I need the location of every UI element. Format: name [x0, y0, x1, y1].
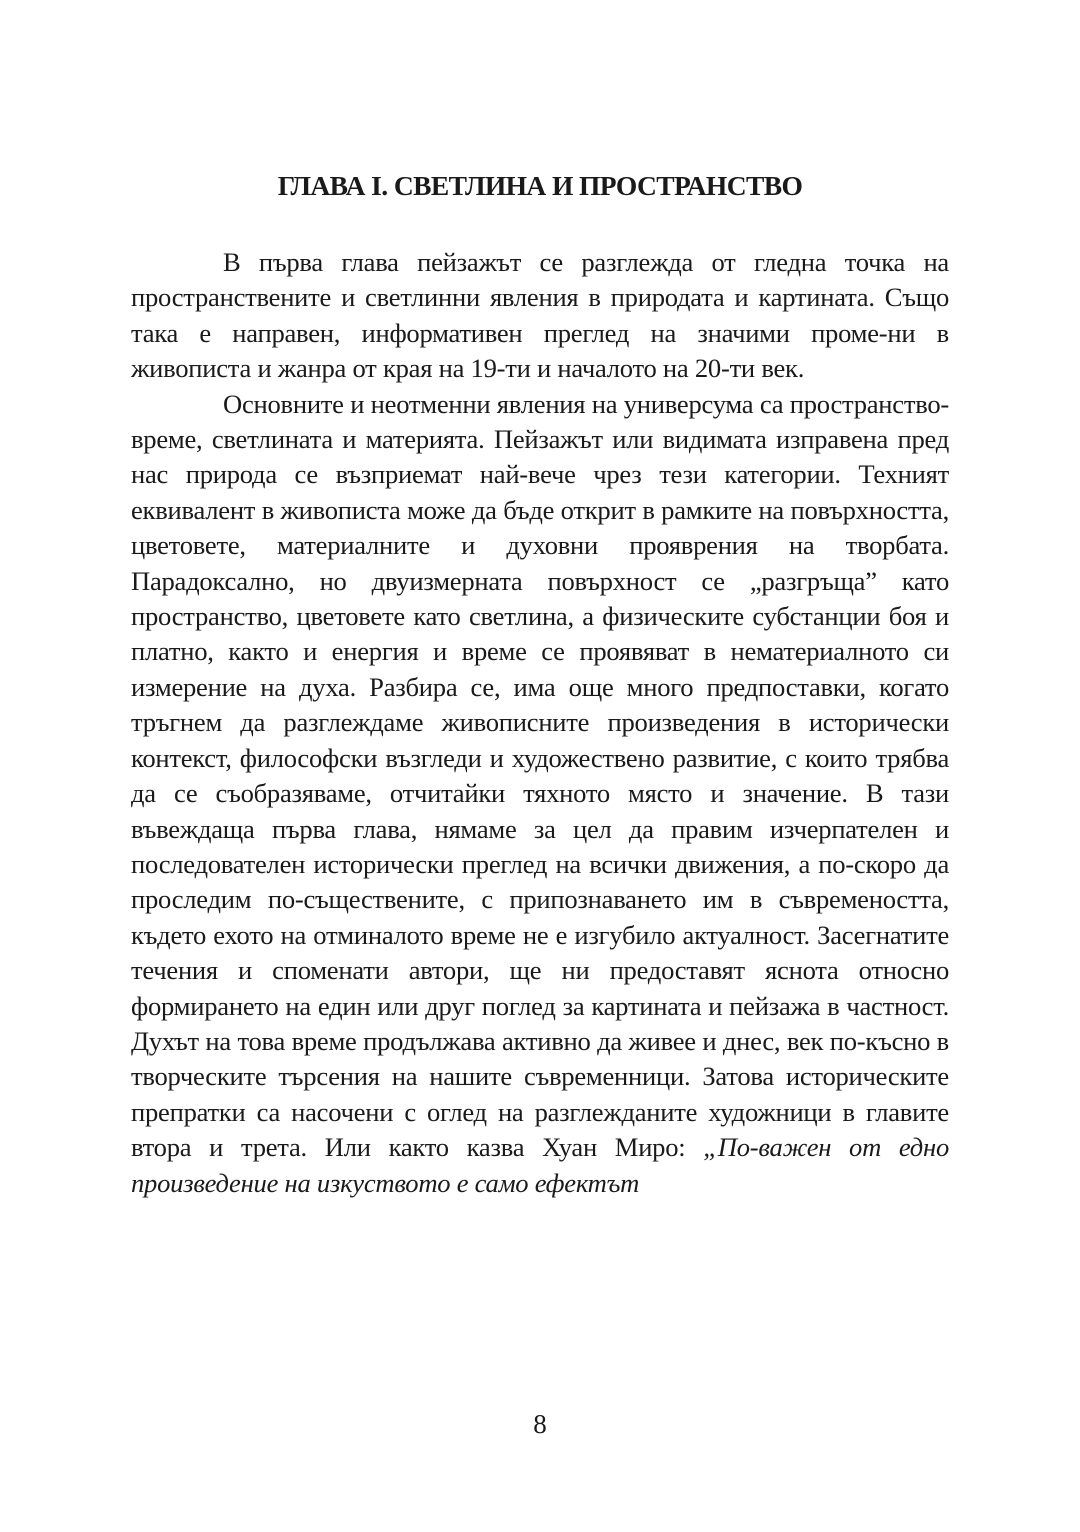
paragraph-intro: В първа глава пейзажът се разглежда от гледна точка на пространствените и светлинни явления в природата и картината. Също така е направен, информативен преглед на значими проме-ни в живописта и жанра от края на 19-ти и началото на 20-ти век. [131, 247, 949, 384]
miro-quote: „По-важен от едно произведение на изкуството е само ефектът [131, 1132, 949, 1198]
paragraph-main [131, 387, 949, 1201]
document-page [131, 168, 949, 1201]
paragraph-main-text: Основните и неотменни явления на универсума са пространство-време, светлината и материята. Пейзажът или видимата изправена пред нас природа се възприемат най-вече чрез тези категории. Техният еквивалент в живописта може да бъде открит в рамките на повърхността, цветовете, материалните и духовни прояврения на творбата. Парадоксално, но двуизмерната повърхност се „разгръща” като пространство, цветовете като светлина, а физическите субстанции боя и платно, както и енергия и време се проявяват в нематериалното си измерение на духа. Разбира се, има още много предпоставки, когато тръгнем да разглеждаме живописните произведения в исторически контекст, философски възгледи и художествено развитие, с които трябва да се съобразяваме, отчитайки тяхното място и значение. В тази въвеждаща първа глава, нямаме за цел да правим изчерпателен и последователен исторически преглед на всички движения, а по-скоро да проследим по-съществените, с припознаването им в съвремеността, където ехото на отминалото време не е изгубило актуалност. Засегнатите течения и споменати автори, ще ни предоставят яснота относно формирането на един или друг поглед за картината и пейзажа в частност. Духът на това време продължава активно да живее и днес, век по-късно в творческите търсения на нашите съвременници. Затова историческите препратки са насочени с оглед на разглежданите художници в главите втора и трета. Или както казва Хуан Миро: [131, 388, 949, 1163]
page-number: 8 [533, 1409, 547, 1439]
chapter-title: ГЛАВА I. СВЕТЛИНА И ПРОСТРАНСТВО [277, 170, 803, 201]
